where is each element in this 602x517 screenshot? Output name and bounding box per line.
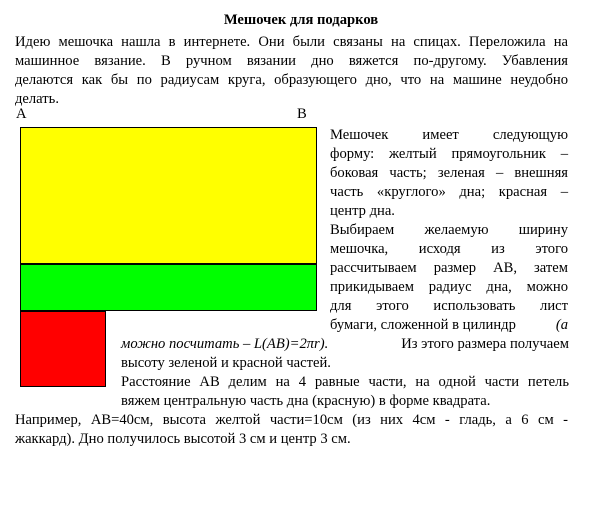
side-line-11-text: бумаги, сложенной в цилиндр	[330, 317, 516, 333]
formula-line	[121, 335, 569, 354]
intro-line-3: делаются как бы по радиусам круга, образующего дно, что на машине неудобно	[15, 72, 568, 88]
side-line-8: рассчитываем размер АВ, затем	[330, 260, 568, 276]
side-line-1: Мешочек имеет следующую	[330, 127, 568, 143]
side-line-4: часть «круглого» дна; красная –	[330, 184, 568, 200]
side-line-2: форму: желтый прямоугольник –	[330, 146, 568, 162]
intro-line-1: Идею мешочка нашла в интернете. Они были связаны на спицах. Переложила на	[15, 34, 568, 50]
corner-label-b: B	[297, 106, 307, 122]
corner-label-a: A	[16, 106, 27, 122]
side-line-6: Выбираем желаемую ширину	[330, 222, 568, 238]
example-line-2: жаккард). Дно получилось высотой 3 см и центр 3 см.	[15, 431, 351, 447]
side-line-3: боковая часть; зеленая – внешняя	[330, 165, 568, 181]
formula-rest: Из этого размера получаем	[401, 336, 569, 352]
wide-line-2: Расстояние АВ делим на 4 равные части, на одной части петель	[121, 374, 569, 390]
example-line-1: Например, АВ=40см, высота желтой части=10см (из них 4см - гладь, а 6 см -	[15, 412, 568, 428]
side-line-9: прикидываем радиус дна, можно	[330, 279, 568, 295]
page-title: Мешочек для подарков	[223, 12, 379, 28]
wide-line-3: вяжем центральную часть дна (красную) в форме квадрата.	[121, 393, 491, 409]
formula-text: можно посчитать – L(AB)=2πr).	[121, 336, 329, 352]
side-line-10: для этого использовать лист	[330, 298, 568, 314]
bottom-center-square	[20, 311, 106, 387]
outer-bottom-rectangle	[20, 264, 317, 311]
intro-line-4: делать.	[15, 91, 59, 107]
intro-line-2: машинное вязание. В ручном вязании дно вяжется по-другому. Убавления	[15, 53, 568, 69]
side-panel-rectangle	[20, 127, 317, 264]
wide-line-1: высоту зеленой и красной частей.	[121, 355, 331, 371]
side-line-5: центр дна.	[330, 203, 395, 219]
side-line-11	[330, 316, 568, 335]
side-line-11-tail: (а	[555, 317, 568, 333]
side-line-7: мешочка, исходя из этого	[330, 241, 568, 257]
